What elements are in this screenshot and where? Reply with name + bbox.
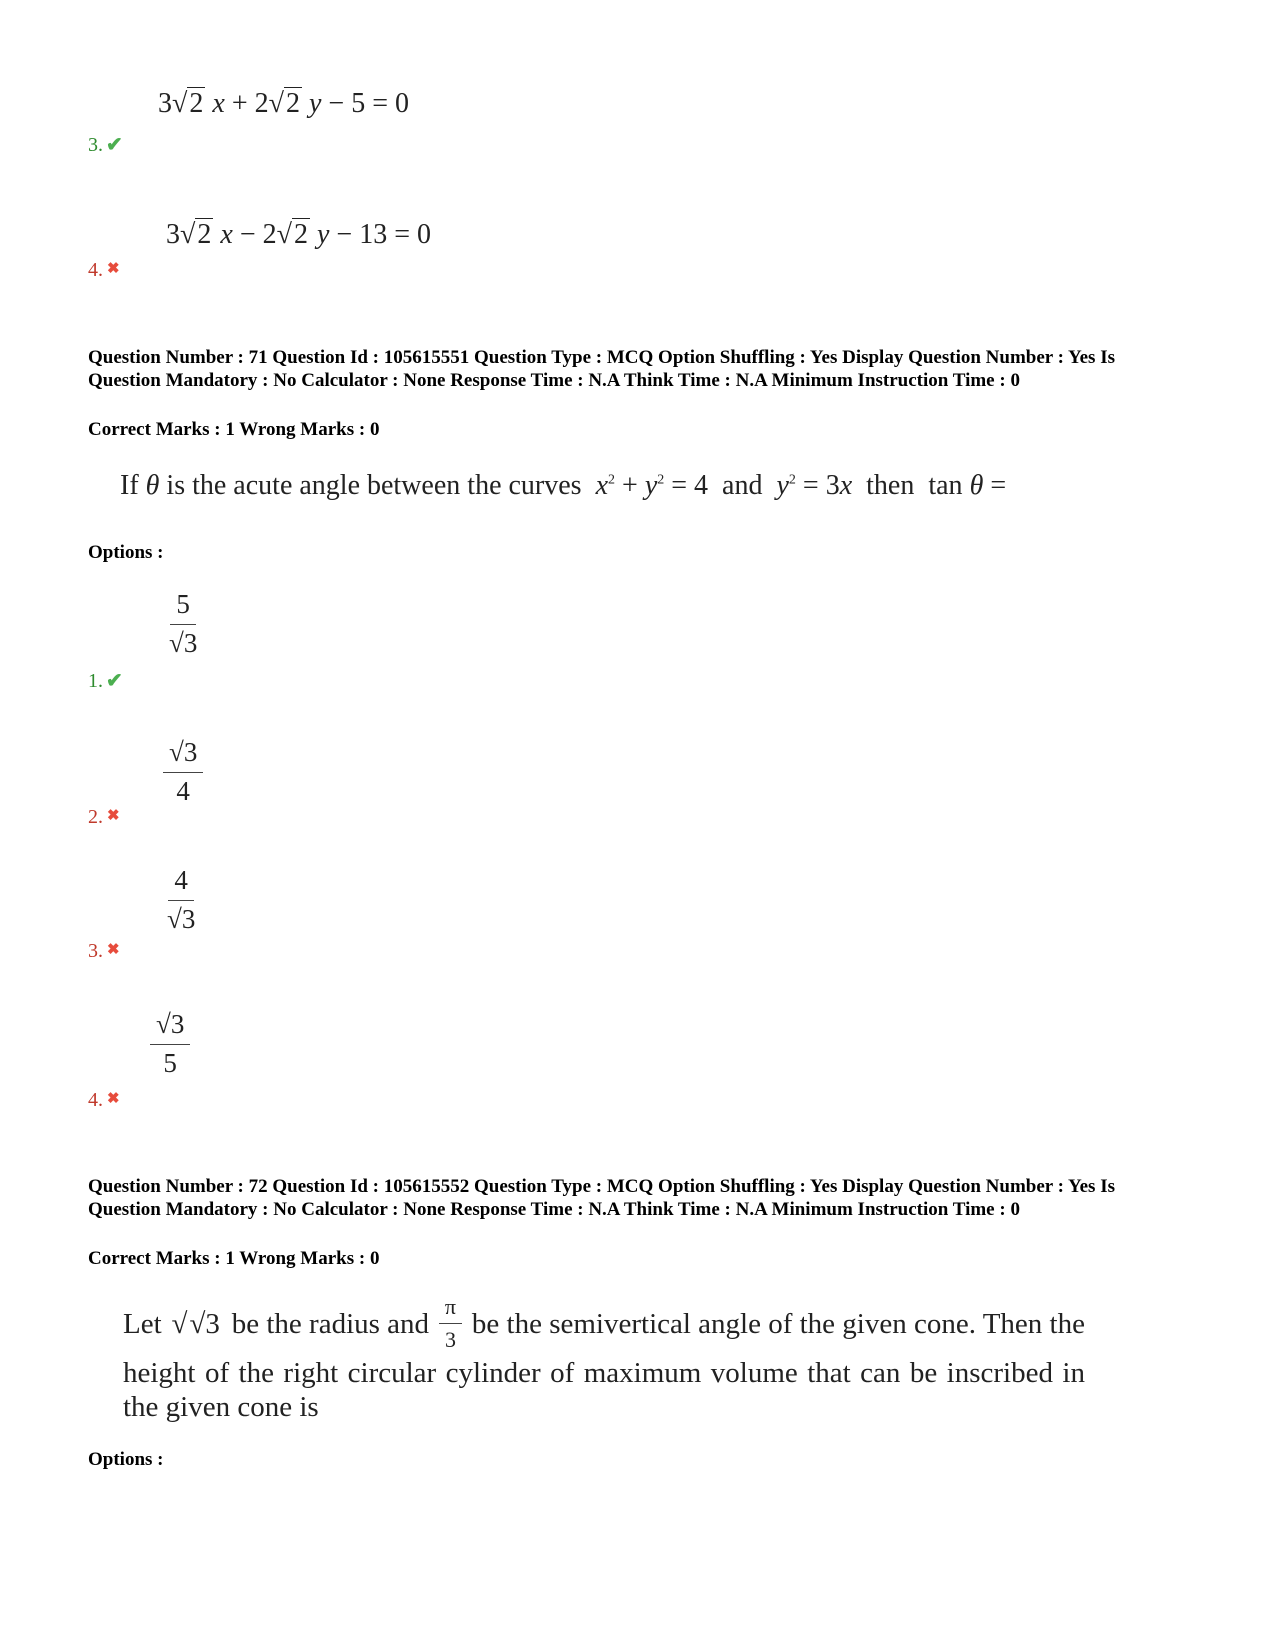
question-72-marks: Correct Marks : 1 Wrong Marks : 0 <box>88 1248 380 1269</box>
question-72-options-label: Options : <box>88 1449 164 1470</box>
denominator: 5 <box>163 1047 177 1078</box>
q72-text-let: Let <box>123 1307 162 1340</box>
cross-icon: ✖ <box>107 942 120 958</box>
prev-option-4-math: 3√2 x − 2√2 y − 13 = 0 <box>166 219 432 250</box>
q71-option-4-fraction <box>150 1010 190 1078</box>
q71-option-4 <box>88 1089 120 1112</box>
q72-text-angle: be the semivertical angle of the given cone. Then the <box>471 1307 1085 1340</box>
q72-radius: √√3 <box>171 1307 220 1340</box>
option-number: 3. <box>88 134 103 156</box>
option-number: 4. <box>88 259 103 281</box>
numerator: √3 <box>163 738 203 773</box>
q72-angle-fraction <box>439 1295 462 1352</box>
cross-icon: ✖ <box>107 1091 120 1107</box>
question-71-options-label: Options : <box>88 542 164 563</box>
check-icon: ✔ <box>106 134 123 156</box>
option-number: 1. <box>88 670 103 692</box>
prev-option-3 <box>88 132 123 157</box>
numerator: 5 <box>170 590 196 625</box>
q72-radius-value: √3 <box>189 1307 220 1340</box>
option-number: 3. <box>88 940 103 962</box>
numerator: √3 <box>150 1010 190 1045</box>
question-72-meta: Question Number : 72 Question Id : 105615552 Question Type : MCQ Option Shuffling : Yes Display Question Number : Yes Is Question Mandatory : No Calculator : None Response Time : N.A Think Time : N.A Minimum Instruction Time : 0 <box>88 1176 1115 1220</box>
numerator: π <box>439 1295 462 1324</box>
question-71-text: If θ is the acute angle between the curves $x^2 + y^2 = 4$ and $y^2 = 3x$ then tan θ = <box>120 470 1007 501</box>
denominator: 3 <box>444 1327 456 1353</box>
q71-option-3-fraction <box>161 866 201 934</box>
cross-icon: ✖ <box>107 808 120 824</box>
denominator: √3 <box>169 627 198 658</box>
q71-option-2 <box>88 806 120 829</box>
denominator: 4 <box>176 775 190 806</box>
q71-option-2-fraction <box>163 738 203 806</box>
q71-option-1 <box>88 668 123 693</box>
cross-icon: ✖ <box>107 261 120 277</box>
check-icon: ✔ <box>106 670 123 692</box>
option-number: 2. <box>88 806 103 828</box>
numerator: 4 <box>168 866 194 901</box>
prev-option-3-math: 3√2 x + 2√2 y − 5 = 0 <box>158 88 410 119</box>
q72-text-rest: height of the right circular cylinder of maximum volume that can be inscribed in the given cone is <box>123 1357 1085 1424</box>
denominator: √3 <box>167 903 196 934</box>
option-number: 4. <box>88 1089 103 1111</box>
prev-option-4 <box>88 259 120 282</box>
question-71-meta: Question Number : 71 Question Id : 105615551 Question Type : MCQ Option Shuffling : Yes Display Question Number : Yes Is Question Mandatory : No Calculator : None Response Time : N.A Think Time : N.A Minimum Instruction Time : 0 <box>88 347 1115 391</box>
q71-option-1-fraction <box>163 590 203 658</box>
question-71-marks: Correct Marks : 1 Wrong Marks : 0 <box>88 419 380 440</box>
q71-option-3 <box>88 940 120 963</box>
question-72-text <box>123 1295 1085 1424</box>
q72-text-radius: be the radius and <box>231 1307 430 1340</box>
